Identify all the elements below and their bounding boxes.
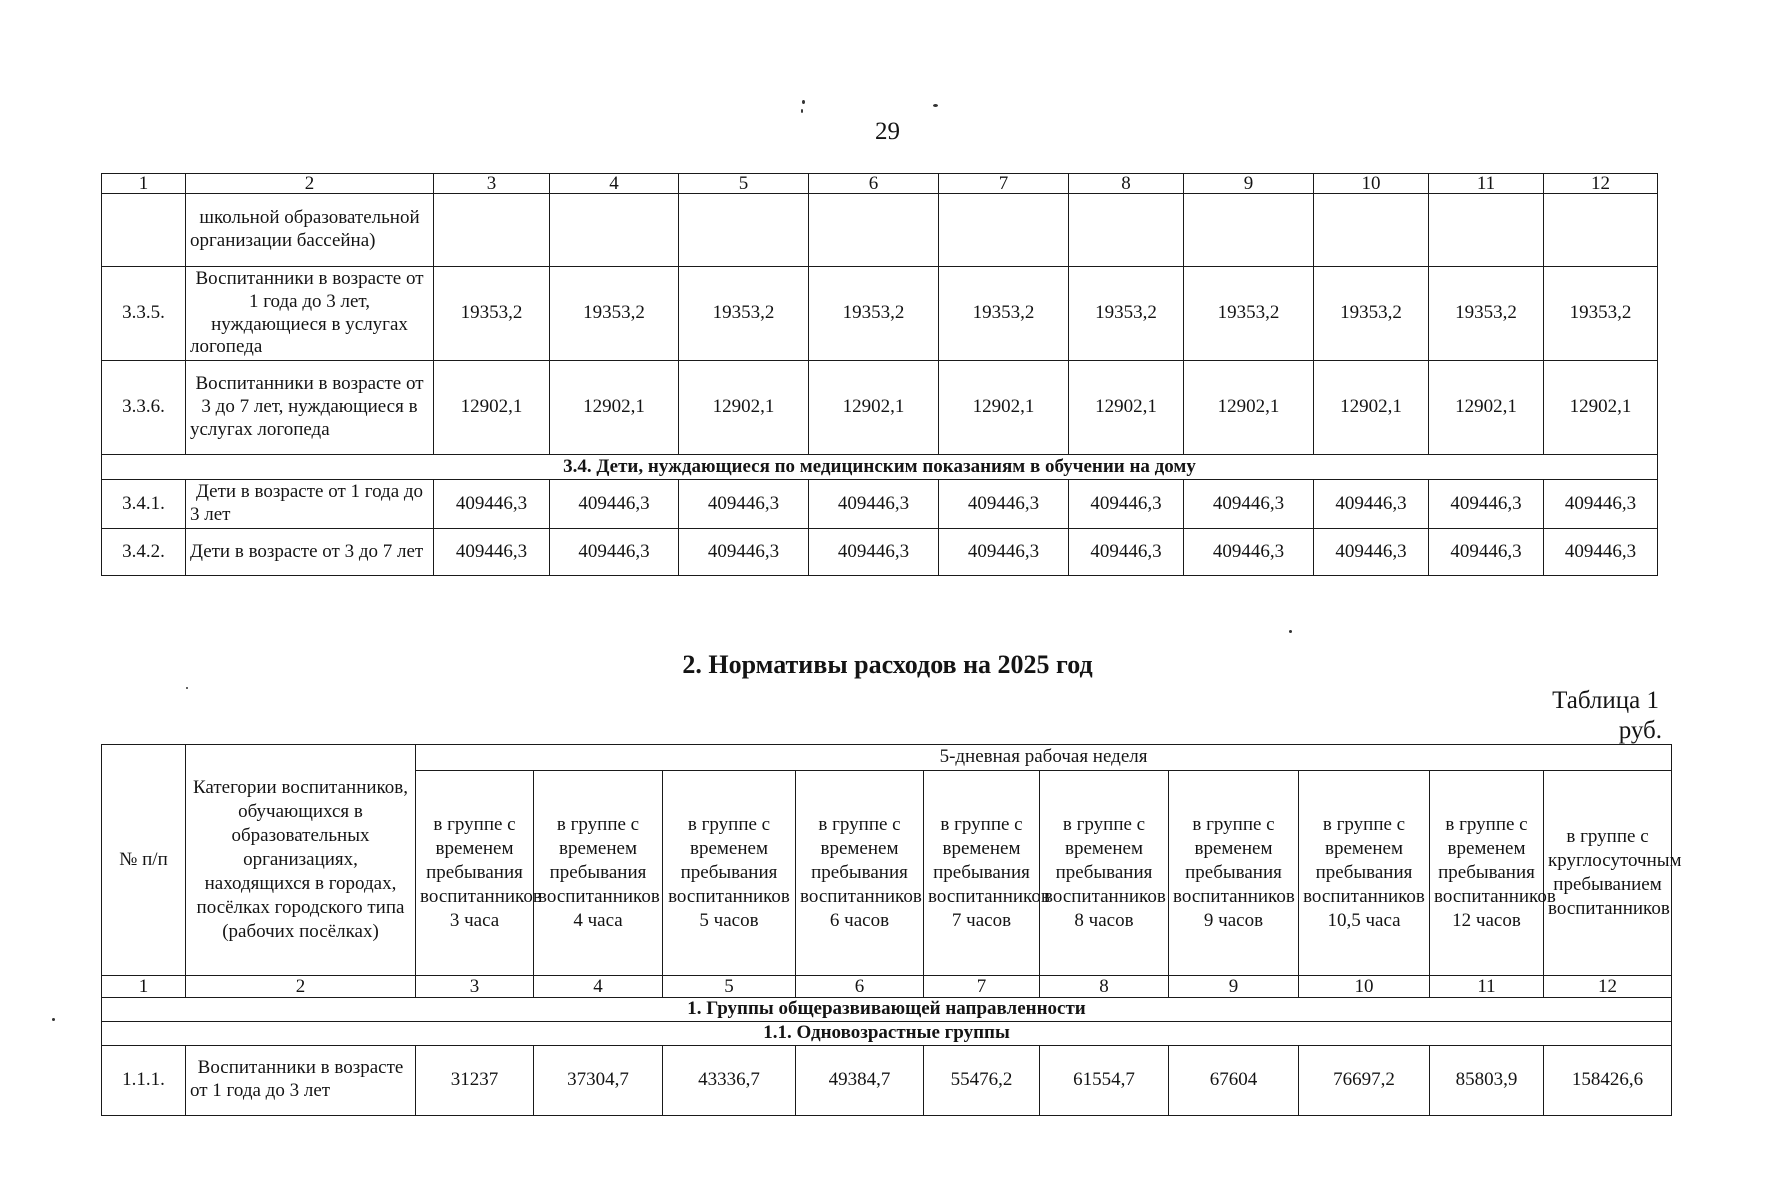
value-cell: 409446,3 <box>434 529 550 576</box>
value-cell: 12902,1 <box>550 361 679 455</box>
row-number: 3.3.5. <box>102 267 186 361</box>
value-cell <box>1544 194 1658 267</box>
column-number-cell: 2 <box>186 976 416 998</box>
subheader-cell: в группе с временем пребывания воспитанников 4 часа <box>534 771 663 976</box>
column-number-row <box>102 976 1672 998</box>
category-description: Дети в возрасте от 1 года до 3 лет <box>186 480 434 529</box>
value-cell: 19353,2 <box>1544 267 1658 361</box>
value-cell: 409446,3 <box>679 480 809 529</box>
value-cell: 409446,3 <box>939 529 1069 576</box>
column-number-cell: 4 <box>550 174 679 194</box>
value-cell: 85803,9 <box>1430 1045 1544 1115</box>
value-cell <box>550 194 679 267</box>
value-cell: 12902,1 <box>1314 361 1429 455</box>
value-cell: 19353,2 <box>939 267 1069 361</box>
subheader-cell: в группе с временем пребывания воспитанников 10,5 часа <box>1299 771 1430 976</box>
value-cell: 409446,3 <box>1314 480 1429 529</box>
section-title: 2. Нормативы расходов на 2025 год <box>682 650 1093 679</box>
value-cell: 67604 <box>1169 1045 1299 1115</box>
value-cell <box>809 194 939 267</box>
column-number-cell: 8 <box>1069 174 1184 194</box>
column-number-cell: 6 <box>809 174 939 194</box>
scan-speck <box>1289 630 1292 633</box>
column-number-cell: 5 <box>679 174 809 194</box>
value-cell: 12902,1 <box>809 361 939 455</box>
value-cell <box>434 194 550 267</box>
category-description: Воспитанники в возрасте от 1 года до 3 лет, нуждающиеся в услугах логопеда <box>186 267 434 361</box>
subheader-cell: в группе с временем пребывания воспитанников 6 часов <box>796 771 924 976</box>
table-row <box>102 1045 1672 1115</box>
value-cell: 409446,3 <box>1544 480 1658 529</box>
column-number-cell: 5 <box>663 976 796 998</box>
value-cell: 409446,3 <box>939 480 1069 529</box>
page-number: 29 <box>875 118 900 145</box>
section-heading: 1.1. Одновозрастные группы <box>102 1021 1672 1045</box>
subheader-cell: в группе с временем пребывания воспитанников 8 часов <box>1040 771 1169 976</box>
value-cell: 31237 <box>416 1045 534 1115</box>
section-row <box>102 1021 1672 1045</box>
value-cell: 19353,2 <box>550 267 679 361</box>
value-cell <box>679 194 809 267</box>
table-row <box>102 267 1658 361</box>
column-number-row <box>102 174 1658 194</box>
category-description: школьной образовательной организации бассейна) <box>186 194 434 267</box>
unit-label: руб. <box>1618 717 1662 744</box>
value-cell: 19353,2 <box>1314 267 1429 361</box>
column-number-cell: 1 <box>102 174 186 194</box>
subheader-cell: в группе с круглосуточным пребыванием воспитанников <box>1544 771 1672 976</box>
value-cell: 49384,7 <box>796 1045 924 1115</box>
column-number-cell: 8 <box>1040 976 1169 998</box>
value-cell: 37304,7 <box>534 1045 663 1115</box>
column-number-cell: 3 <box>434 174 550 194</box>
value-cell: 12902,1 <box>1184 361 1314 455</box>
column-number-cell: 4 <box>534 976 663 998</box>
table-row <box>102 480 1658 529</box>
column-number-cell: 6 <box>796 976 924 998</box>
header-number: № п/п <box>102 745 186 976</box>
value-cell: 409446,3 <box>679 529 809 576</box>
value-cell: 409446,3 <box>550 480 679 529</box>
scan-speck <box>52 1018 55 1021</box>
category-description: Дети в возрасте от 3 до 7 лет <box>186 529 434 576</box>
value-cell: 409446,3 <box>809 480 939 529</box>
row-number: 1.1.1. <box>102 1045 186 1115</box>
value-cell <box>1069 194 1184 267</box>
header-workweek: 5-дневная рабочая неделя <box>416 745 1672 771</box>
column-number-cell: 7 <box>939 174 1069 194</box>
column-number-cell: 10 <box>1314 174 1429 194</box>
column-number-cell: 7 <box>924 976 1040 998</box>
table-row <box>102 361 1658 455</box>
value-cell: 76697,2 <box>1299 1045 1430 1115</box>
section-heading: 1. Группы общеразвивающей направленности <box>102 998 1672 1022</box>
value-cell: 12902,1 <box>939 361 1069 455</box>
column-number-cell: 12 <box>1544 174 1658 194</box>
value-cell: 409446,3 <box>550 529 679 576</box>
value-cell: 12902,1 <box>1069 361 1184 455</box>
value-cell: 43336,7 <box>663 1045 796 1115</box>
value-cell: 409446,3 <box>434 480 550 529</box>
value-cell: 12902,1 <box>679 361 809 455</box>
value-cell <box>1184 194 1314 267</box>
header-row <box>102 745 1672 771</box>
value-cell: 19353,2 <box>1429 267 1544 361</box>
subheader-cell: в группе с временем пребывания воспитанников 9 часов <box>1169 771 1299 976</box>
column-number-cell: 9 <box>1169 976 1299 998</box>
value-cell: 61554,7 <box>1040 1045 1169 1115</box>
value-cell <box>939 194 1069 267</box>
table-label: Таблица 1 <box>1552 687 1659 714</box>
column-number-cell: 3 <box>416 976 534 998</box>
value-cell: 409446,3 <box>1429 529 1544 576</box>
value-cell: 409446,3 <box>809 529 939 576</box>
value-cell: 409446,3 <box>1544 529 1658 576</box>
value-cell: 409446,3 <box>1069 480 1184 529</box>
value-cell: 409446,3 <box>1069 529 1184 576</box>
subheader-cell: в группе с временем пребывания воспитанников 7 часов <box>924 771 1040 976</box>
value-cell <box>1314 194 1429 267</box>
column-number-cell: 11 <box>1430 976 1544 998</box>
value-cell: 19353,2 <box>434 267 550 361</box>
column-number-cell: 10 <box>1299 976 1430 998</box>
column-number-cell: 11 <box>1429 174 1544 194</box>
value-cell: 19353,2 <box>1069 267 1184 361</box>
value-cell: 12902,1 <box>434 361 550 455</box>
value-cell: 158426,6 <box>1544 1045 1672 1115</box>
subheader-cell: в группе с временем пребывания воспитанников 3 часа <box>416 771 534 976</box>
norms-2025-table <box>101 744 1682 1116</box>
row-number: 3.4.2. <box>102 529 186 576</box>
value-cell: 409446,3 <box>1429 480 1544 529</box>
table-row <box>102 529 1658 576</box>
value-cell: 19353,2 <box>679 267 809 361</box>
scan-speck <box>801 109 803 113</box>
subheader-cell: в группе с временем пребывания воспитанников 5 часов <box>663 771 796 976</box>
column-number-cell: 9 <box>1184 174 1314 194</box>
section-heading: 3.4. Дети, нуждающиеся по медицинским показаниям в обучении на дому <box>102 455 1658 480</box>
continued-norms-table <box>101 173 1658 576</box>
scan-speck <box>933 104 938 107</box>
section-row <box>102 455 1658 480</box>
column-number-cell: 2 <box>186 174 434 194</box>
table-row <box>102 194 1658 267</box>
value-cell: 19353,2 <box>809 267 939 361</box>
row-number: 3.3.6. <box>102 361 186 455</box>
value-cell <box>1429 194 1544 267</box>
value-cell: 55476,2 <box>924 1045 1040 1115</box>
scan-speck <box>802 100 805 104</box>
value-cell: 12902,1 <box>1429 361 1544 455</box>
column-number-cell: 12 <box>1544 976 1672 998</box>
value-cell: 409446,3 <box>1314 529 1429 576</box>
column-number-cell: 1 <box>102 976 186 998</box>
category-description: Воспитанники в возрасте от 1 года до 3 лет <box>186 1045 416 1115</box>
value-cell: 409446,3 <box>1184 529 1314 576</box>
row-number <box>102 194 186 267</box>
scan-speck <box>186 687 188 689</box>
subheader-cell: в группе с временем пребывания воспитанников 12 часов <box>1430 771 1544 976</box>
section-row <box>102 998 1672 1022</box>
header-category: Категории воспитанников, обучающихся в образовательных организациях, находящихся в городах, посёлках городского типа (рабочих посёлках) <box>186 745 416 976</box>
value-cell: 409446,3 <box>1184 480 1314 529</box>
value-cell: 12902,1 <box>1544 361 1658 455</box>
value-cell: 19353,2 <box>1184 267 1314 361</box>
category-description: Воспитанники в возрасте от 3 до 7 лет, нуждающиеся в услугах логопеда <box>186 361 434 455</box>
row-number: 3.4.1. <box>102 480 186 529</box>
